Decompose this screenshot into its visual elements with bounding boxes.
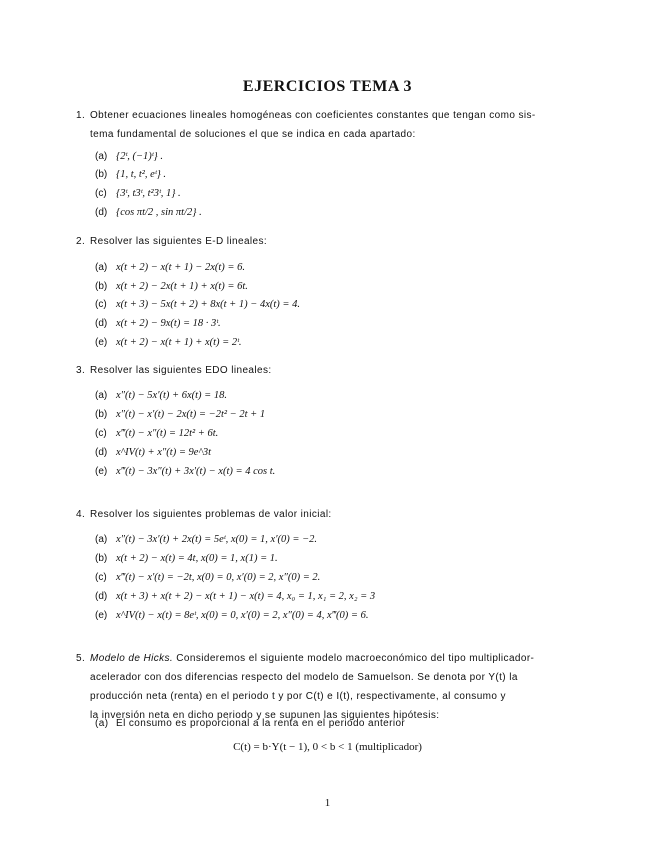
item-expression: x‴(t) − x″(t) = 12t² + 6t. [116, 428, 219, 439]
list-item [95, 427, 218, 441]
item-label: (e) [95, 610, 108, 621]
list-item [95, 150, 163, 164]
exercise-text-line: producción neta (renta) en el periodo t y por C(t) e I(t), respectivamente, al consumo y [90, 691, 506, 702]
item-expression: x″(t) − x′(t) − 2x(t) = −2t² − 2t + 1 [116, 409, 266, 420]
list-item [95, 533, 317, 547]
item-expression: x‴(t) − x′(t) = −2t, x(0) = 0, x′(0) = 2, x″(0) = 2. [116, 572, 321, 583]
exercise-number: 4. [76, 509, 86, 520]
list-item [95, 298, 300, 312]
exercise-text-line: Resolver las siguientes EDO lineales: [90, 365, 272, 376]
exercise-5-statement [76, 649, 581, 725]
list-item [95, 590, 375, 604]
list-item [95, 446, 211, 460]
exercise-text-line: Resolver las siguientes E-D lineales: [90, 236, 268, 247]
item-expression: x^IV(t) + x″(t) = 9e^3t [116, 447, 212, 458]
exercise-lead: Modelo de Hicks. [90, 653, 174, 664]
item-expression: x(t + 2) − 9x(t) = 18 · 3ᵗ. [116, 318, 221, 329]
item-label: (d) [95, 207, 108, 218]
display-formula: C(t) = b·Y(t − 1), 0 < b < 1 (multiplicador) [233, 741, 422, 753]
item-expression: x(t + 2) − x(t + 1) + x(t) = 2ᵗ. [116, 337, 242, 348]
item-label: (a) [95, 262, 108, 273]
item-label: (a) [95, 718, 109, 729]
exercise-text-line: Resolver los siguientes problemas de valor inicial: [90, 509, 332, 520]
exercise-text-line: acelerador con dos diferencias respecto del modelo de Samuelson. Se denota por Y(t) la [90, 672, 518, 683]
page-number: 1 [324, 797, 331, 809]
item-expression: x″(t) − 3x′(t) + 2x(t) = 5eᵗ, x(0) = 1, x′(0) = −2. [116, 534, 318, 545]
item-label: (c) [95, 572, 107, 583]
item-expression: x(t + 3) + x(t + 2) − x(t + 1) − x(t) = 4, x₀ = 1, x₁ = 2, x₂ = 3 [116, 591, 376, 602]
item-expression: {3ᵗ, t3ᵗ, t²3ᵗ, 1} . [116, 188, 181, 199]
list-item [95, 408, 265, 422]
item-expression: x^IV(t) − x(t) = 8eᵗ, x(0) = 0, x′(0) = 2, x″(0) = 4, x‴(0) = 6. [116, 610, 369, 621]
item-label: (d) [95, 591, 108, 602]
list-item [95, 187, 181, 201]
list-item [95, 552, 278, 566]
list-item [95, 717, 405, 731]
exercise-number: 1. [76, 110, 86, 121]
item-label: (d) [95, 447, 108, 458]
item-label: (b) [95, 169, 108, 180]
exercise-text-line: la inversión neta en dicho periodo y se supunen las siguientes hipótesis: [90, 710, 440, 721]
item-label: (c) [95, 299, 107, 310]
exercise-4-statement [76, 505, 581, 524]
list-item [95, 571, 320, 585]
item-label: (a) [95, 390, 108, 401]
list-item [95, 317, 221, 331]
item-expression: {1, t, t², eᵗ} . [116, 169, 167, 180]
page-title: EJERCICIOS TEMA 3 [242, 78, 413, 95]
item-expression: x(t + 2) − x(t + 1) − 2x(t) = 6. [116, 262, 246, 273]
exercise-text-line: Consideremos el siguiente modelo macroeconómico del tipo multiplicador- [173, 653, 535, 664]
item-label: (b) [95, 281, 108, 292]
list-item [95, 280, 248, 294]
item-expression: x″(t) − 5x′(t) + 6x(t) = 18. [116, 390, 228, 401]
list-item [95, 609, 369, 623]
item-label: (a) [95, 534, 108, 545]
item-expression: x(t + 2) − x(t) = 4t, x(0) = 1, x(1) = 1. [116, 553, 278, 564]
item-expression: x(t + 3) − 5x(t + 2) + 8x(t + 1) − 4x(t) = 4. [116, 299, 301, 310]
list-item [95, 261, 245, 275]
exercise-1-statement [76, 106, 581, 144]
item-label: (c) [95, 428, 107, 439]
list-item [95, 336, 242, 350]
item-label: (b) [95, 409, 108, 420]
exercise-text-line: Obtener ecuaciones lineales homogéneas con coeficientes constantes que tengan como sis- [90, 110, 536, 121]
item-expression: x(t + 2) − 2x(t + 1) + x(t) = 6t. [116, 281, 248, 292]
exercise-number: 2. [76, 236, 86, 247]
item-label: (d) [95, 318, 108, 329]
item-label: (e) [95, 466, 108, 477]
item-expression: x‴(t) − 3x″(t) + 3x′(t) − x(t) = 4 cos t. [116, 466, 276, 477]
item-label: (b) [95, 553, 108, 564]
item-expression: {2ᵗ, (−1)ᵗ} . [116, 151, 164, 162]
list-item [95, 206, 202, 220]
item-label: (c) [95, 188, 107, 199]
list-item [95, 168, 166, 182]
item-label: (a) [95, 151, 108, 162]
exercise-number: 5. [76, 653, 86, 664]
list-item [95, 465, 275, 479]
exercise-2-statement [76, 232, 581, 251]
item-text: El consumo es proporcional a la renta en el periodo anterior [116, 718, 406, 729]
list-item [95, 389, 227, 403]
item-expression: {cos πt/2 , sin πt/2} . [116, 207, 202, 218]
exercise-number: 3. [76, 365, 86, 376]
item-label: (e) [95, 337, 108, 348]
exercise-text-line: tema fundamental de soluciones el que se indica en cada apartado: [90, 129, 416, 140]
exercise-3-statement [76, 361, 581, 380]
